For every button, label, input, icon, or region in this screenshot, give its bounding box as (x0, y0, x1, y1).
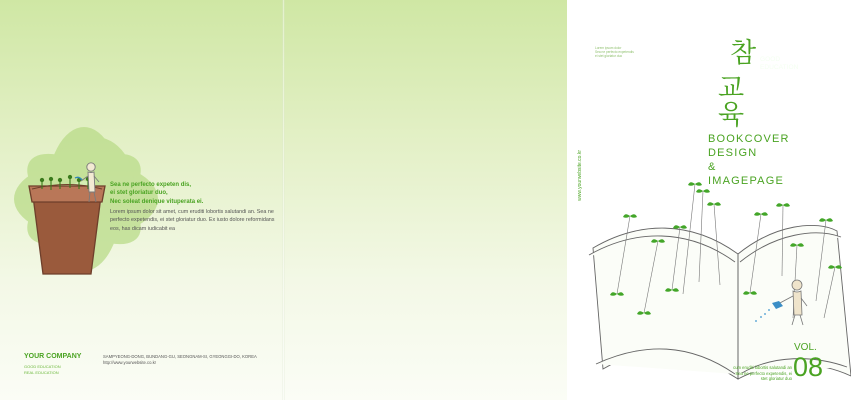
top-small-text (595, 46, 685, 59)
back-cover (0, 0, 283, 400)
highlight-line-2: ei stet gloriatur duo, (110, 190, 168, 197)
company-address (103, 354, 257, 366)
volume-number: 08 (793, 352, 824, 382)
company-tagline (24, 364, 61, 376)
body-copy: Lorem ipsum dolor sit amet, cum eruditi lobortis salutandi an. Sea ne perfecto expetendis, ei stet gloriatur duo. Ex iusto dolore reformidans eos, has dicam iudicabit ea (110, 209, 275, 232)
highlight-text (110, 181, 270, 206)
subtitle-line-1: BOOKCOVER (708, 133, 790, 145)
top-small-line-3: ei stet gloriatur duo (595, 54, 623, 59)
flowerpot-illustration (18, 150, 118, 290)
company-tagline-1: GOOD EDUCATION (24, 364, 61, 369)
subtitle-line-2: DESIGN (708, 147, 758, 159)
english-logo-1: GOOD (760, 56, 781, 63)
top-small-line-2: Sea ne perfecto expetendis (595, 50, 634, 55)
volume-label: VOL. (794, 342, 817, 353)
front-cover (284, 0, 824, 400)
top-small-line-1: Lorem ipsum dolor (595, 46, 622, 50)
address-line: SAMPYEONG-DONG, BUNDANG-GU, SEONGNAM-SI, GYEONGGI-DO, KOREA (103, 354, 257, 359)
subtitle-line-3: & IMAGEPAGE (708, 161, 784, 187)
company-tagline-2: REAL EDUCATION (24, 370, 59, 375)
volume-text-2: Sea ne perfecto expetendis, ei (735, 370, 792, 376)
hangul-title-top: 참 (730, 38, 757, 68)
highlight-line-3: Nec soleat denique vituperata ei. (110, 198, 204, 205)
english-logo (760, 56, 798, 72)
spine-url: www.yourwebsite.co.kr (577, 150, 583, 201)
hangul-title-bottom: 교육 (718, 73, 746, 130)
volume-text-3: stet gloriatur duo (760, 376, 792, 382)
english-logo-2: EDUCATION (760, 64, 799, 71)
website-url: http://www.yourwebsite.co.kr (103, 360, 157, 366)
highlight-line-1: Sea ne perfecto expeten dis, (110, 182, 192, 188)
volume-text (729, 365, 792, 382)
volume-text-1: cum eruditi lobortis salutandi an (733, 365, 792, 370)
company-name: YOUR COMPANY (24, 353, 82, 360)
